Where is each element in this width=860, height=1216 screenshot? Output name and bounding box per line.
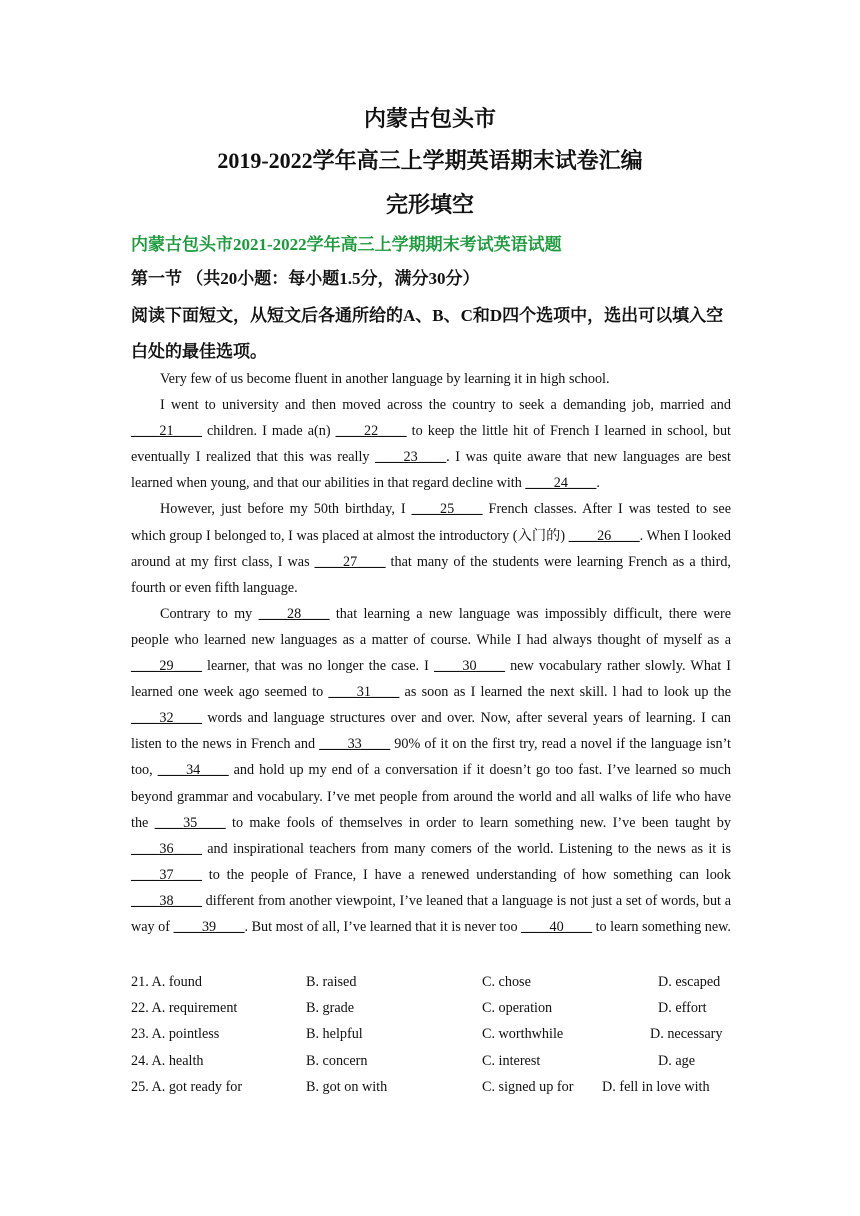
option-c: C. chose: [482, 974, 531, 990]
paragraph-text: .: [596, 475, 600, 492]
option-b: B. grade: [306, 1000, 355, 1017]
paragraph-text: I went to university and then moved across the country to seek a demanding job, married and: [160, 397, 731, 414]
exam-source-heading: 内蒙古包头市2021-2022学年高三上学期期末考试英语试题: [131, 235, 562, 254]
paragraph-text: and hold up my end of a conversation if it doesn’t go too fast. I’ve learned so much beyond grammar and vocabulary. I’ve met people from around the world and all walks of life who have the: [131, 762, 731, 831]
blank-40: ____40____: [521, 918, 593, 935]
paragraph-text: that learning a new language was impossibly difficult, there were people who learned new languages as a matter of course. While I had always thought of myself as a: [131, 605, 731, 648]
paragraph-text: different from another viewpoint, I’ve leaned that a language is not just a set of words, but a way of: [131, 892, 731, 935]
title-line-2: 2019-2022学年高三上学期英语期末试卷汇编: [217, 148, 643, 173]
paragraph-text: . When I looked around at my first class, I was: [131, 527, 731, 570]
option-b: B. concern: [306, 1052, 368, 1069]
option-b: B. helpful: [306, 1026, 363, 1043]
blank-37: ____37____: [131, 866, 202, 883]
paragraph-text: However, just before my 50th birthday, I: [160, 501, 412, 518]
paragraph-3: [131, 496, 731, 600]
paragraph-2: [131, 392, 731, 496]
paragraph-text: to the people of France, I have a renewed understanding of how something can look: [201, 866, 731, 883]
paragraph-text: and inspirational teachers from many comers of the world. Listening to the news as it is: [201, 840, 731, 857]
option-b: B. raised: [306, 974, 357, 990]
paragraph-text: Contrary to my: [160, 605, 259, 622]
option-a: 22. A. requirement: [131, 1000, 238, 1017]
blank-35: ____35____: [154, 814, 226, 831]
blank-22: ____22____: [335, 423, 407, 440]
paragraph-text: Very few of us become fluent in another language by learning it in high school.: [160, 371, 610, 387]
paragraph-text: to learn something new.: [592, 918, 731, 935]
blank-28: ____28____: [258, 605, 330, 622]
paragraph-1: [131, 366, 731, 392]
part-heading: 第一节 （共20小题：每小题1.5分，满分30分）: [131, 269, 480, 288]
option-c: C. worthwhile: [482, 1026, 564, 1043]
blank-26: ____26____: [568, 527, 640, 544]
option-b: B. got on with: [306, 1078, 388, 1095]
paragraph-text: to make fools of themselves in order to learn something new. I’ve been taught by: [225, 814, 731, 831]
title-line-1: 内蒙古包头市: [363, 106, 496, 131]
paragraph-text: French classes. After I was tested to see which group I belonged to, I was placed at almost the introductory (入门的): [131, 501, 732, 544]
paragraph-text: children. I made a(n): [201, 423, 336, 440]
paragraph-4: [131, 601, 731, 940]
paragraph-text: as soon as I learned the next skill. l had to look up the: [399, 684, 731, 701]
answer-options: [131, 969, 751, 1100]
option-row-25: [131, 1074, 751, 1100]
option-c: C. interest: [482, 1052, 541, 1069]
blank-38: ____38____: [131, 892, 202, 909]
blank-29: ____29____: [131, 658, 202, 675]
option-d: D. necessary: [650, 1026, 723, 1043]
paragraph-text: words and language structures over and over. Now, after several years of learning. I can listen to the news in French and: [131, 710, 731, 753]
option-a: 25. A. got ready for: [131, 1078, 243, 1095]
option-c: C. operation: [482, 1000, 553, 1017]
blank-32: ____32____: [131, 710, 202, 727]
blank-33: ____33____: [319, 736, 391, 753]
paragraph-text: 90% of it on the first try, read a novel if the language isn’t too,: [131, 736, 731, 779]
option-c: C. signed up for: [482, 1078, 574, 1095]
paragraph-text: learner, that was no longer the case. I: [201, 658, 435, 675]
option-row-23: [131, 1021, 751, 1047]
paragraph-text: . But most of all, I’ve learned that it is never too: [244, 918, 522, 935]
blank-27: ____27____: [314, 553, 386, 570]
paragraph-text: to keep the little hit of French I learned in school, but eventually I realized that this was really: [131, 423, 731, 466]
option-row-24: [131, 1048, 751, 1074]
blank-39: ____39____: [173, 918, 245, 935]
option-a: 24. A. health: [131, 1052, 204, 1069]
blank-24: ____24____: [525, 475, 597, 492]
blank-31: ____31____: [328, 684, 400, 701]
blank-25: ____25____: [411, 501, 483, 518]
blank-30: ____30____: [434, 658, 505, 675]
instructions: 阅读下面短文，从短文后各通所给的A、B、C和D四个选项中，选出可以填入空白处的最佳选项。: [131, 306, 724, 361]
option-d: D. fell in love with: [602, 1078, 710, 1095]
option-a: 21. A. found: [131, 974, 202, 990]
blank-21: ____21____: [131, 423, 202, 440]
option-row-22: [131, 995, 751, 1021]
blank-34: ____34____: [157, 762, 229, 779]
option-a: 23. A. pointless: [131, 1026, 220, 1043]
cloze-passage: [131, 366, 731, 940]
blank-36: ____36____: [131, 840, 202, 857]
option-d: D. effort: [658, 1000, 707, 1017]
option-d: D. escaped: [658, 974, 721, 990]
option-d: D. age: [658, 1052, 696, 1069]
paragraph-text: that many of the students were learning French as a third, fourth or even fifth language.: [131, 553, 731, 596]
paragraph-text: new vocabulary rather slowly. What I learned one week ago seemed to: [131, 658, 731, 701]
title-line-3: 完形填空: [385, 192, 474, 217]
blank-23: ____23____: [375, 449, 447, 466]
paragraph-text: . I was quite aware that new languages are best learned when young, and that our abilities in that regard decline with: [131, 449, 731, 492]
option-row-21: [131, 969, 751, 995]
